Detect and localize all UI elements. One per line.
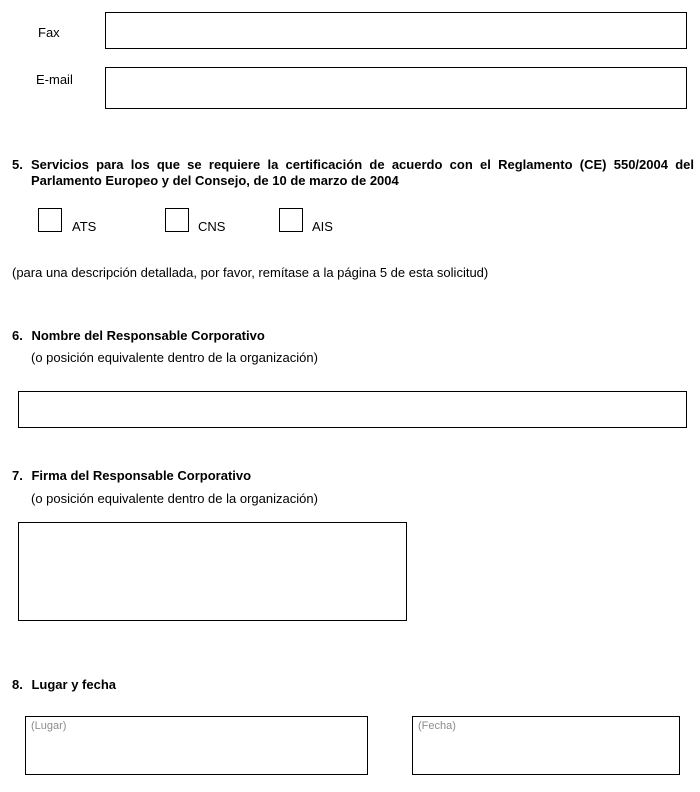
section-6-subtitle: (o posición equivalente dentro de la organización)	[31, 350, 318, 365]
checkbox-ais-label: AIS	[312, 219, 333, 234]
section-8-heading	[12, 677, 116, 693]
section-6-number: 6.	[12, 328, 23, 343]
checkbox-ats-label: ATS	[72, 219, 97, 234]
section-5-note: (para una descripción detallada, por favor, remítase a la página 5 de esta solicitud)	[12, 265, 489, 280]
section-6-title: Nombre del Responsable Corporativo	[31, 328, 265, 343]
checkbox-ats[interactable]	[38, 208, 62, 232]
checkbox-ais[interactable]	[279, 208, 303, 232]
section-7-title: Firma del Responsable Corporativo	[31, 468, 252, 483]
section-5-title: Servicios para los que se requiere la certificación de acuerdo con el Reglamento (CE) 550/2004 del Parlamento Europeo y del Consejo, de 10 de marzo de 2004	[31, 157, 694, 188]
section-7-number: 7.	[12, 468, 23, 483]
place-placeholder: (Lugar)	[31, 720, 67, 732]
section-7-heading	[12, 468, 251, 484]
fax-field[interactable]	[105, 12, 687, 49]
section-6-heading	[12, 328, 265, 344]
section-5-heading	[12, 157, 694, 189]
section-7-subtitle: (o posición equivalente dentro de la organización)	[31, 491, 318, 506]
corporate-manager-name-field[interactable]	[18, 391, 687, 428]
section-8-title: Lugar y fecha	[31, 677, 116, 692]
date-placeholder: (Fecha)	[418, 720, 456, 732]
email-label: E-mail	[36, 72, 73, 87]
fax-label: Fax	[38, 25, 60, 40]
checkbox-cns[interactable]	[165, 208, 189, 232]
checkbox-cns-label: CNS	[198, 219, 226, 234]
place-field[interactable]	[25, 716, 368, 775]
section-5-number: 5.	[12, 157, 23, 172]
signature-box[interactable]	[18, 522, 407, 621]
email-field[interactable]	[105, 67, 687, 109]
section-8-number: 8.	[12, 677, 23, 692]
